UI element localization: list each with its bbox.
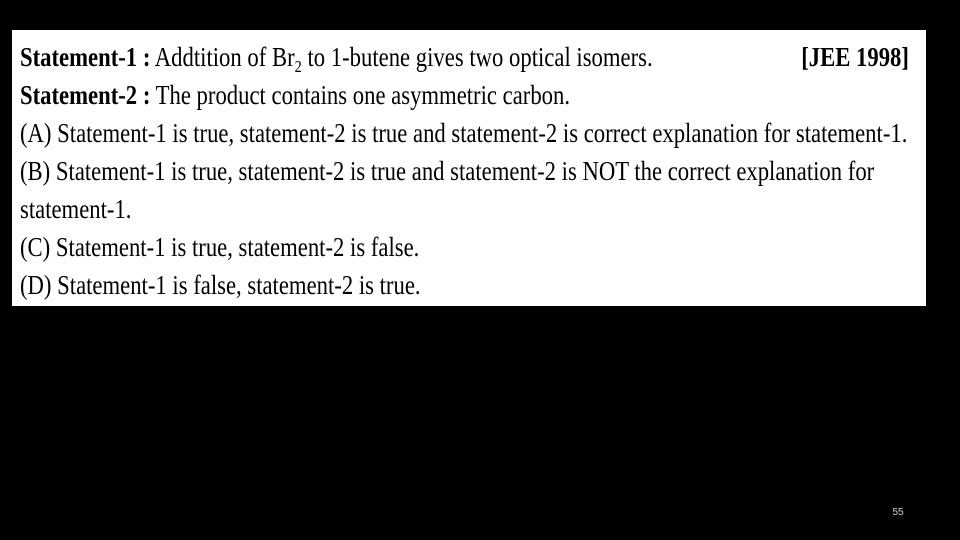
statement-2-text: The product contains one asymmetric carbon. [150, 80, 571, 110]
statement-2 [20, 76, 927, 114]
statement-1-text-start: Addtition of Br [150, 42, 295, 72]
option-d: (D) Statement-1 is false, statement-2 is true. [20, 270, 421, 300]
statement-2-label: Statement-2 : [20, 80, 151, 110]
exam-tag: [JEE 1998] [801, 42, 909, 72]
question-card [12, 30, 926, 306]
option-b-line-1: (B) Statement-1 is true, statement-2 is true and statement-2 is NOT the correct explanation for [20, 156, 875, 186]
statement-1 [20, 38, 927, 76]
option-c: (C) Statement-1 is true, statement-2 is false. [20, 232, 420, 262]
option-a: (A) Statement-1 is true, statement-2 is true and statement-2 is correct explanation for statement-1. [20, 118, 908, 148]
bromine-subscript: 2 [294, 57, 302, 76]
statement-1-text-end: to 1-butene gives two optical isomers. [301, 42, 653, 72]
option-b-line-2: statement-1. [20, 194, 132, 224]
page-number: 55 [892, 507, 904, 518]
statement-1-label: Statement-1 : [20, 42, 151, 72]
